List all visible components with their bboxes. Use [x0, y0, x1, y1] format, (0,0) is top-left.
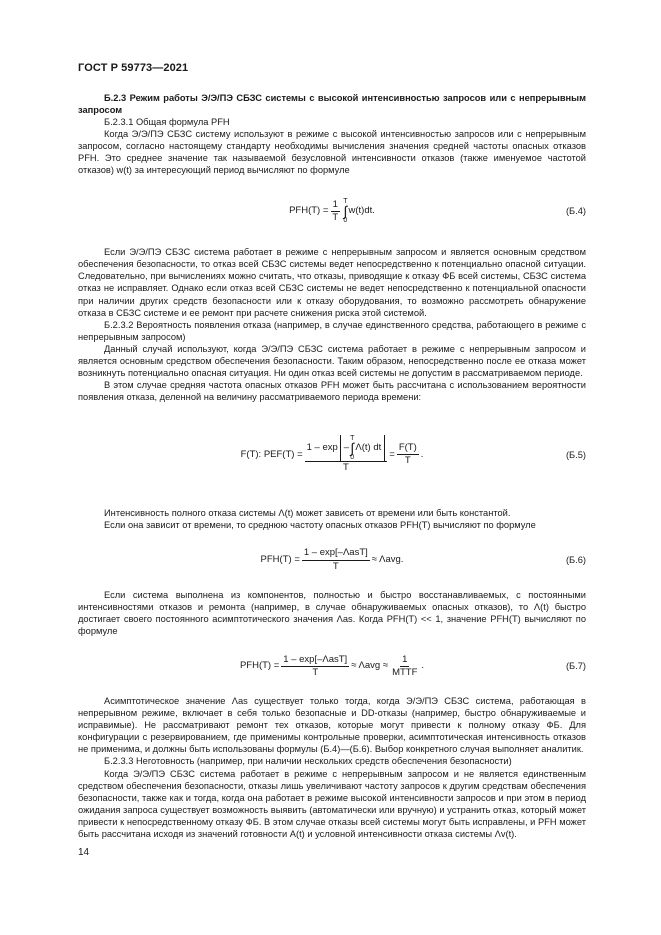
- subsection-b232-title: Б.2.3.2 Вероятность появления отказа (например, в случае единственного средства, работающего в режиме с непрерывным запросом): [78, 319, 586, 342]
- paragraph: Если Э/Э/ПЭ СБЗС система работает в режиме с непрерывным запросом и является основным средством обеспечения безопасности, то отказ всей СБЗС системы ведет непосредственно к потенциально опасной ситуации. Следовательно, при вычислениях можно считать, что отказы, приводящие к отказу ФБ всей системы, СБЗС система отказ не исправляет. Однако если отказ всей СБЗС системы не ведет непосредственно к потенциальной опасности при наличии других средств безопасности или к отказу оборудования, то возможно рассмотреть обнаружение отказа в СБЗС системе и ее ремонт при расчете снижения риска этой системой.: [78, 247, 586, 318]
- paragraph: Интенсивность полного отказа системы Λ(t) может зависеть от времени или быть константой.: [104, 507, 511, 518]
- formula-denominator: T: [312, 666, 319, 678]
- paragraph: Когда Э/Э/ПЭ СБЗС система работает в режиме с непрерывным запросом и не является единственным средством обеспечения безопасности, отказы лишь увеличивают частоту запросов к другим средствам обеспечения безопасности, также как и тогда, когда она работает в режиме высокой интенсивности запросов и при этом в период ожидания запроса существует возможность выявить (автоматически или вручную) и устранить отказ, который может привести к непосредственному отказу ФБ. В этом случае отказы всей системы могут быть исправлены, и PFH может быть рассчитана исходя из значений готовности A(t) и условной интенсивности отказа системы Λv(t).: [78, 768, 586, 839]
- formula-body: Λ(t) dt: [355, 442, 382, 454]
- formula-numerator: 1 – exp: [306, 442, 338, 454]
- integral-upper: T: [350, 435, 355, 443]
- formula-numerator: 1 – exp[–ΛasT]: [281, 654, 349, 667]
- formula-number: (Б.4): [565, 206, 586, 217]
- paragraph: Асимптотическое значение Λas существует только тогда, когда Э/Э/ПЭ СБЗС система, работающая в непрерывном режиме, включает в себя только безопасные и DD-отказы (например, быстро обнаруживаемые и исправимые). Не рассматривают ремонт тех отказов, которые могут привести к полному отказу ФБ. Для конфигурации с резервированием, где применимы контрольные проверки, асимптотическая интенсивность отказов не применима, и должны быть использованы формулы (Б.4)—(Б.6). Выбор конкретного случая выполняет аналитик.: [78, 696, 586, 755]
- formula-b5: F(T): PEF(T) = 1 – exp – T ∫ 0 Λ(t) dt T = $\frac{F(T)}{T}$ . (Б.5): [240, 435, 586, 474]
- formula-denominator: T: [332, 211, 339, 223]
- integral-lower: 0: [350, 454, 355, 462]
- formula-b4: PFH(T) = $\frac{1}{T}$ T ∫ 0 w(t)dt. (Б.4): [289, 198, 586, 225]
- section-b23-title: Б.2.3 Режим работы Э/Э/ПЭ СБЗС системы с высокой интенсивностью запросов или с непрерывным запросом: [78, 93, 586, 116]
- formula-lhs: F(T): PEF(T) =: [240, 448, 303, 460]
- paragraph: Если она зависит от времени, то среднюю частоту опасных отказов PFH(T) вычисляют по формуле: [104, 519, 536, 530]
- formula-denominator: T: [343, 462, 349, 474]
- formula-rhs: ≈ Λavg ≈: [351, 660, 389, 672]
- standard-header: ГОСТ Р 59773—2021: [78, 62, 189, 74]
- formula-denominator: T: [404, 455, 411, 467]
- formula-b7: PFH(T) = $\frac{\text{1 – exp[–ΛasT]}}{T}$ ≈ Λavg ≈ $\frac{1}{\text{MTTF}}$ . (Б.7): [239, 653, 586, 678]
- formula-number: (Б.7): [565, 661, 586, 672]
- integral-upper: T: [343, 198, 348, 206]
- formula-denominator: T: [332, 560, 339, 572]
- paragraph: Данный случай используют, когда Э/Э/ПЭ СБЗС система работает в режиме с непрерывным запросом и является основным средством обеспечения безопасности. Таким образом, непосредственно после ее отказа может возникнуть потенциально опасная ситуация. Ни один отказ всей системы не допустим в рассматриваемом периоде.: [78, 343, 586, 378]
- formula-numerator: 1 – exp[–ΛasT]: [302, 547, 370, 560]
- formula-b6: [78, 537, 586, 583]
- formula-rhs: ≈ Λavg.: [371, 554, 404, 565]
- integral-lower: 0: [343, 217, 348, 225]
- formula-lhs: PFH(T) =: [260, 554, 300, 565]
- formula-numerator: 1: [400, 654, 409, 667]
- formula-numerator: 1: [331, 199, 340, 212]
- formula-body: w(t)dt.: [348, 205, 375, 217]
- formula-number: (Б.5): [565, 449, 586, 460]
- paragraph: В этом случае средняя частота опасных отказов PFH может быть рассчитана с использованием вероятности появления отказа, деленной на величину рассматриваемого периода времени:: [78, 379, 586, 402]
- subsection-b233-title: Б.2.3.3 Неготовность (например, при наличии нескольких средств обеспечения безопасности): [104, 756, 512, 767]
- paragraph: Если система выполнена из компонентов, полностью и быстро восстанавливаемых, с постоянными интенсивностями отказов и ремонта (например, в случае обнаруживаемых опасных отказов), то Λ(t) быстро достигает своего постоянного асимптотического значения Λas. Когда PFH(T) << 1, значение PFH(T) вычисляют по формуле: [78, 590, 586, 637]
- formula-lhs: PFH(T) =: [239, 660, 280, 672]
- formula-numerator: F(T): [397, 442, 419, 455]
- page-number: 14: [78, 847, 90, 858]
- formula-denominator: MTTF: [392, 666, 418, 678]
- paragraph: Когда Э/Э/ПЭ СБЗС систему используют в режиме с высокой интенсивностью запросов или с непрерывным запросом, согласно настоящему стандарту необходимы вычисления значения средней частоты опасных отказов PFH. Это среднее значение так называемой безусловной интенсивности отказов (также именуемое частотой отказов) w(t) за интересующий период вычисляют по формуле: [78, 129, 586, 176]
- subsection-b231-title: Б.2.3.1 Общая формула PFH: [104, 117, 230, 128]
- page-content: [78, 92, 586, 840]
- formula-equals: =: [389, 448, 395, 460]
- formula-lhs: PFH(T) =: [289, 205, 329, 217]
- formula-number: (Б.6): [565, 555, 586, 566]
